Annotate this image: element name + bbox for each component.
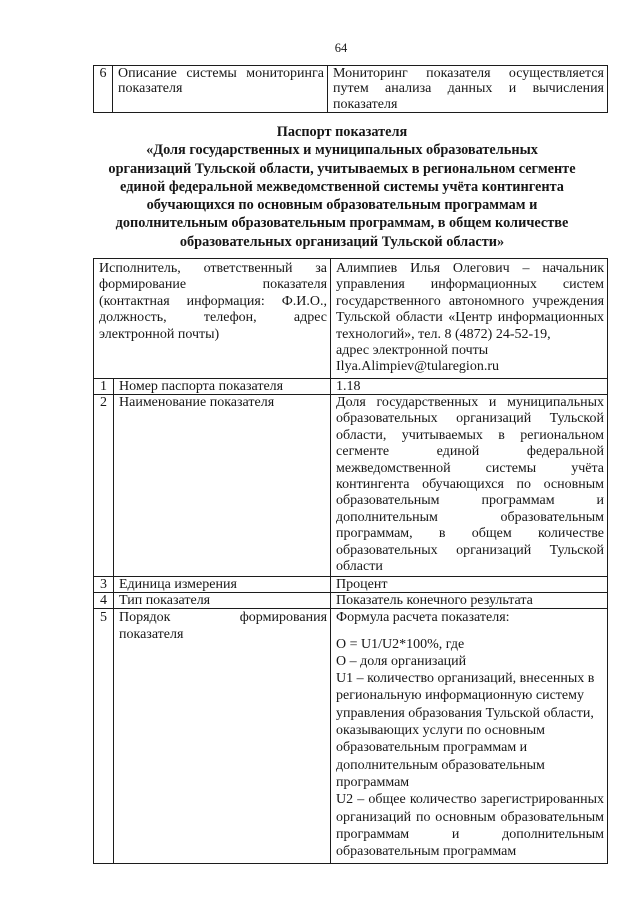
indicator-type-value: Показатель конечного результата <box>336 593 533 608</box>
indicator-name-value <box>336 395 604 575</box>
text-line: дополнительным образовательным <box>336 509 605 525</box>
u2-definition <box>336 791 604 860</box>
indicator-name-heading <box>44 141 640 251</box>
formula: О = U1/U2*100%, где <box>336 636 465 652</box>
responsible-label <box>99 261 327 343</box>
table-row <box>94 593 608 609</box>
table-row <box>94 609 608 864</box>
text-line: технологий», тел. 8 (4872) 24-52-19, <box>336 326 551 342</box>
row-label <box>114 593 331 609</box>
text-line: образовательных организаций Тульской <box>336 542 605 558</box>
row-value <box>328 66 608 113</box>
passport-table <box>93 258 608 864</box>
text-line: Алимпиев Илья Олегович – начальник <box>336 261 605 276</box>
row-value <box>331 577 608 593</box>
monitoring-description-label <box>118 66 324 97</box>
text-line: Порядок формирования <box>119 610 328 625</box>
text-line: показателя <box>119 627 184 643</box>
row-number: 4 <box>94 593 114 609</box>
table-row <box>94 259 608 379</box>
text-line: U1 – количество организаций, внесенных в <box>336 671 595 687</box>
table-row <box>94 66 608 113</box>
text-line: программам, в общем количестве <box>336 526 605 542</box>
text-line: организаций по основным образовательным <box>336 809 605 825</box>
text-line: путем анализа данных и вычисления <box>333 81 604 97</box>
table-row <box>94 395 608 577</box>
text-line: образовательным программам <box>336 844 517 860</box>
indicator-type-label: Тип показателя <box>119 593 211 608</box>
text-line: электронной почты) <box>99 326 220 342</box>
text-line: образовательным программам и <box>336 740 528 756</box>
passport-number-label: Номер паспорта показателя <box>119 379 284 394</box>
text-line: показателя <box>333 96 398 112</box>
text-line: области, учитываемых в региональном <box>336 427 605 443</box>
row-label <box>94 259 331 379</box>
row-number: 1 <box>94 379 114 395</box>
email-label: адрес электронной почты <box>336 343 489 359</box>
text-line: U2 – общее количество зарегистрированных <box>336 792 605 808</box>
passport-heading <box>44 123 640 251</box>
formula-heading: Формула расчета показателя: <box>336 610 510 625</box>
text-line: программам и дополнительным <box>336 826 605 842</box>
text-line: Описание системы мониторинга <box>118 66 324 81</box>
indicator-name-label: Наименование показателя <box>119 395 275 410</box>
row-label <box>114 577 331 593</box>
text-line: дополнительным образовательным программам, в общем количестве <box>115 215 569 232</box>
row-value <box>331 395 608 577</box>
continuation-table <box>93 65 608 113</box>
unit-label: Единица измерения <box>119 577 237 592</box>
row-value <box>331 593 608 609</box>
u1-definition <box>336 670 604 791</box>
text-line: межведомственной системы учёта <box>336 460 605 476</box>
row-number: 5 <box>94 609 114 864</box>
text-line: обучающихся по основным образовательным программам и <box>146 197 538 214</box>
row-number: 3 <box>94 577 114 593</box>
text-line: показателя <box>118 81 183 97</box>
text-line: «Доля государственных и муниципальных образовательных <box>146 142 538 159</box>
text-line: региональную информационную систему <box>336 688 584 704</box>
text-line: организаций Тульской области, учитываемых в региональном сегменте <box>108 160 576 177</box>
text-line: государственного автономного учреждения <box>336 293 605 309</box>
row-value <box>331 259 608 379</box>
text-line: контингента обучающихся по основным <box>336 477 605 493</box>
monitoring-description-value <box>333 66 604 112</box>
passport-number-value: 1.18 <box>336 379 361 394</box>
text-line: управления образования Тульской области, <box>336 705 594 721</box>
text-line: Доля государственных и муниципальных <box>336 395 605 410</box>
text-line: управления информационных систем <box>336 277 605 293</box>
text-line: (контактная информация: Ф.И.О., <box>99 293 328 309</box>
page-number: 64 <box>334 41 348 55</box>
row-label <box>113 66 328 113</box>
row-value <box>331 379 608 395</box>
text-line: сегменте единой федеральной <box>336 444 605 460</box>
text-line: области <box>336 559 383 575</box>
calculation-order-label <box>119 609 327 644</box>
text-line: оказывающих услуги по основным <box>336 723 545 739</box>
email-address: Ilya.Alimpiev@tularegion.ru <box>336 359 499 375</box>
passport-title: Паспорт показателя <box>276 124 408 140</box>
row-number: 2 <box>94 395 114 577</box>
text-line: образовательных организаций Тульской области» <box>179 233 505 250</box>
row-value <box>331 609 608 864</box>
text-line: единой федеральной межведомственной системы учёта контингента <box>120 178 564 195</box>
row-label <box>114 379 331 395</box>
text-line: Мониторинг показателя осуществляется <box>333 66 604 81</box>
row-number: 6 <box>94 66 113 113</box>
row-label <box>114 609 331 864</box>
table-row <box>94 577 608 593</box>
text-line: образовательных организаций Тульской <box>336 411 605 427</box>
unit-value: Процент <box>336 577 388 592</box>
text-line: образовательным программам и <box>336 493 605 509</box>
text-line: дополнительным образовательным <box>336 757 545 773</box>
text-line: Тульской области «Центр информационных <box>336 310 605 326</box>
text-line: Исполнитель, ответственный за <box>99 261 328 276</box>
text-line: программам <box>336 774 410 790</box>
o-definition: О – доля организаций <box>336 653 467 669</box>
row-label <box>114 395 331 577</box>
responsible-contact <box>336 261 604 343</box>
table-row <box>94 379 608 395</box>
text-line: должность, телефон, адрес <box>99 310 328 326</box>
text-line: формирование показателя <box>99 277 328 293</box>
